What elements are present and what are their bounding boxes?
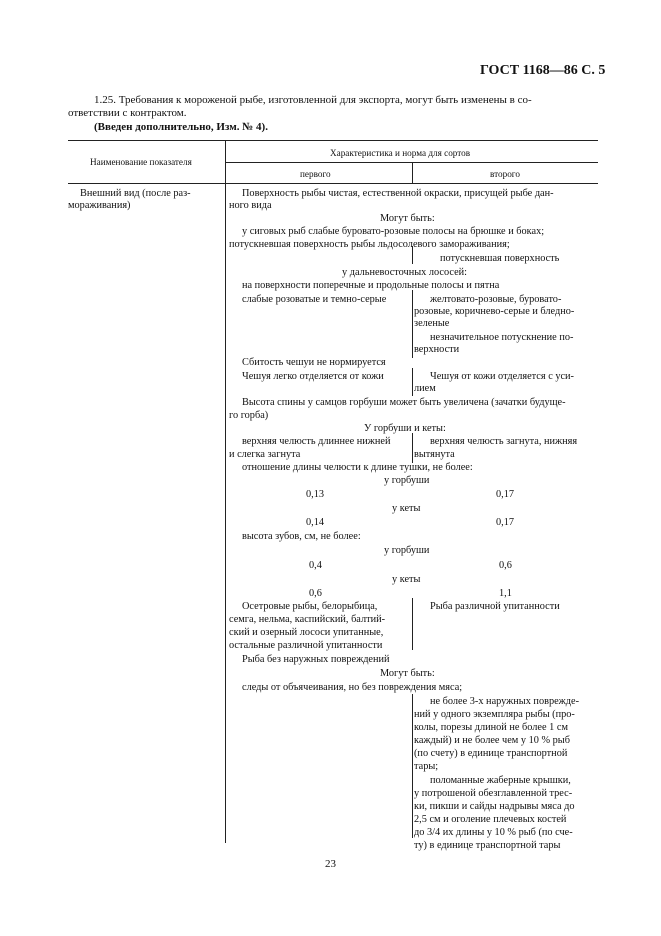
body-line: У горбуши и кеты:	[364, 423, 446, 434]
body-line: Могут быть:	[380, 213, 435, 224]
body-line: Чешуя легко отделяется от кожи	[242, 371, 384, 382]
body-line: Сбитость чешуи не нормируется	[242, 357, 386, 368]
body-line: Поверхность рыбы чистая, естественной окраски, присущей рыбе дан-	[242, 188, 554, 199]
grade-divider	[412, 290, 413, 358]
body-line: не более 3-х наружных поврежде-	[430, 696, 580, 707]
table-col-divider-header	[225, 140, 226, 184]
body-line: зеленые	[414, 318, 450, 329]
body-line: остальные различной упитанности	[229, 640, 383, 651]
body-value: 0,17	[496, 517, 515, 528]
body-line: желтовато-розовые, буровато-	[430, 294, 562, 305]
page-number: 23	[325, 858, 336, 870]
body-line: верхности	[414, 344, 460, 355]
grade-divider	[412, 433, 413, 463]
body-line: отношение длины челюсти к длине тушки, не более:	[242, 462, 473, 473]
table-top-rule	[68, 140, 598, 141]
body-line: ки, пикши и сайды надрывы мяса до	[414, 801, 575, 812]
body-line: ский и озерный лососи упитанные,	[229, 627, 384, 638]
intro-line-1: 1.25. Требования к мороженой рыбе, изготовленной для экспорта, могут быть изменены в со-	[94, 94, 532, 106]
body-line: ту) в единице транспортной тары	[414, 840, 561, 851]
body-line: вытянута	[414, 449, 455, 460]
body-line: у горбуши	[384, 545, 430, 556]
grade-divider	[412, 368, 413, 396]
body-line: розовые, коричнево-серые и бледно-	[414, 306, 575, 317]
intro-note: (Введен дополнительно, Изм. № 4).	[94, 121, 268, 133]
col-header-grade-2: второго	[490, 169, 520, 179]
grade-divider	[412, 694, 413, 838]
body-line: Осетровые рыбы, белорыбица,	[242, 601, 378, 612]
body-line: верхняя челюсть длиннее нижней	[242, 436, 391, 447]
body-line: Могут быть:	[380, 668, 435, 679]
body-line: семга, нельма, каспийский, балтий-	[229, 614, 386, 625]
body-line: верхняя челюсть загнута, нижняя	[430, 436, 578, 447]
intro-line-2: ответствии с контрактом.	[68, 107, 187, 119]
body-line: и слегка загнута	[229, 449, 301, 460]
body-line: потускневшая поверхность рыбы льдосолевого замораживания;	[229, 239, 510, 250]
body-value: 0,6	[499, 560, 512, 571]
body-line: Рыба без наружных повреждений	[242, 654, 390, 665]
body-line: слабые розоватые и темно-серые	[242, 294, 387, 305]
body-line: 2,5 см и оголение плечевых костей	[414, 814, 567, 825]
grade-divider	[412, 598, 413, 650]
body-line: высота зубов, см, не более:	[242, 531, 361, 542]
body-line: поломанные жаберные крышки,	[430, 775, 571, 786]
body-line: Рыба различной упитанности	[430, 601, 560, 612]
body-value: 0,14	[306, 517, 325, 528]
table-header-rule	[68, 183, 598, 184]
body-line: у дальневосточных лососей:	[342, 267, 468, 278]
body-line: ного вида	[229, 200, 272, 211]
body-line: у горбуши	[384, 475, 430, 486]
body-line: Высота спины у самцов горбуши может быть увеличена (зачатки будуще-	[242, 397, 566, 408]
body-line: ний у одного экземпляра рыбы (про-	[414, 709, 575, 720]
body-line: до 3/4 их длины у 10 % рыб (по сче-	[414, 827, 573, 838]
col-header-grade-1: первого	[300, 169, 331, 179]
body-line: у кеты	[392, 503, 421, 514]
body-line: незначительное потускнение по-	[430, 332, 574, 343]
col-header-characteristic: Характеристика и норма для сортов	[330, 148, 471, 158]
col-header-indicator: Наименование показателя	[90, 157, 192, 167]
body-line: у потрошеной обезглавленной трес-	[414, 788, 573, 799]
body-value: 0,17	[496, 489, 515, 500]
page-header: ГОСТ 1168—86 С. 5	[480, 63, 606, 78]
table-col-divider-body	[225, 183, 226, 843]
body-line: у кеты	[392, 574, 421, 585]
body-value: 1,1	[499, 588, 512, 599]
body-value: 0,13	[306, 489, 325, 500]
body-line: у сиговых рыб слабые буровато-розовые полосы на брюшке и боках;	[242, 226, 545, 237]
body-line: потускневшая поверхность	[440, 253, 560, 264]
body-value: 0,6	[309, 588, 322, 599]
body-line: колы, порезы длиной не более 1 см	[414, 722, 568, 733]
row-label: Внешний вид (после раз-	[80, 188, 191, 199]
body-line: лием	[414, 383, 436, 394]
body-line: (по счету) в единице транспортной	[414, 748, 568, 759]
body-line: тары;	[414, 761, 439, 772]
table-grade-divider-header	[412, 162, 413, 184]
body-line: каждый) и не более чем у 10 % рыб	[414, 735, 570, 746]
body-value: 0,4	[309, 560, 322, 571]
body-line: на поверхности поперечные и продольные полосы и пятна	[242, 280, 500, 291]
body-line: Чешуя от кожи отделяется с уси-	[430, 371, 574, 382]
body-line: го горба)	[229, 410, 269, 421]
body-line: следы от объячеивания, но без повреждения мяса;	[242, 682, 463, 693]
row-label: мораживания)	[68, 200, 131, 211]
